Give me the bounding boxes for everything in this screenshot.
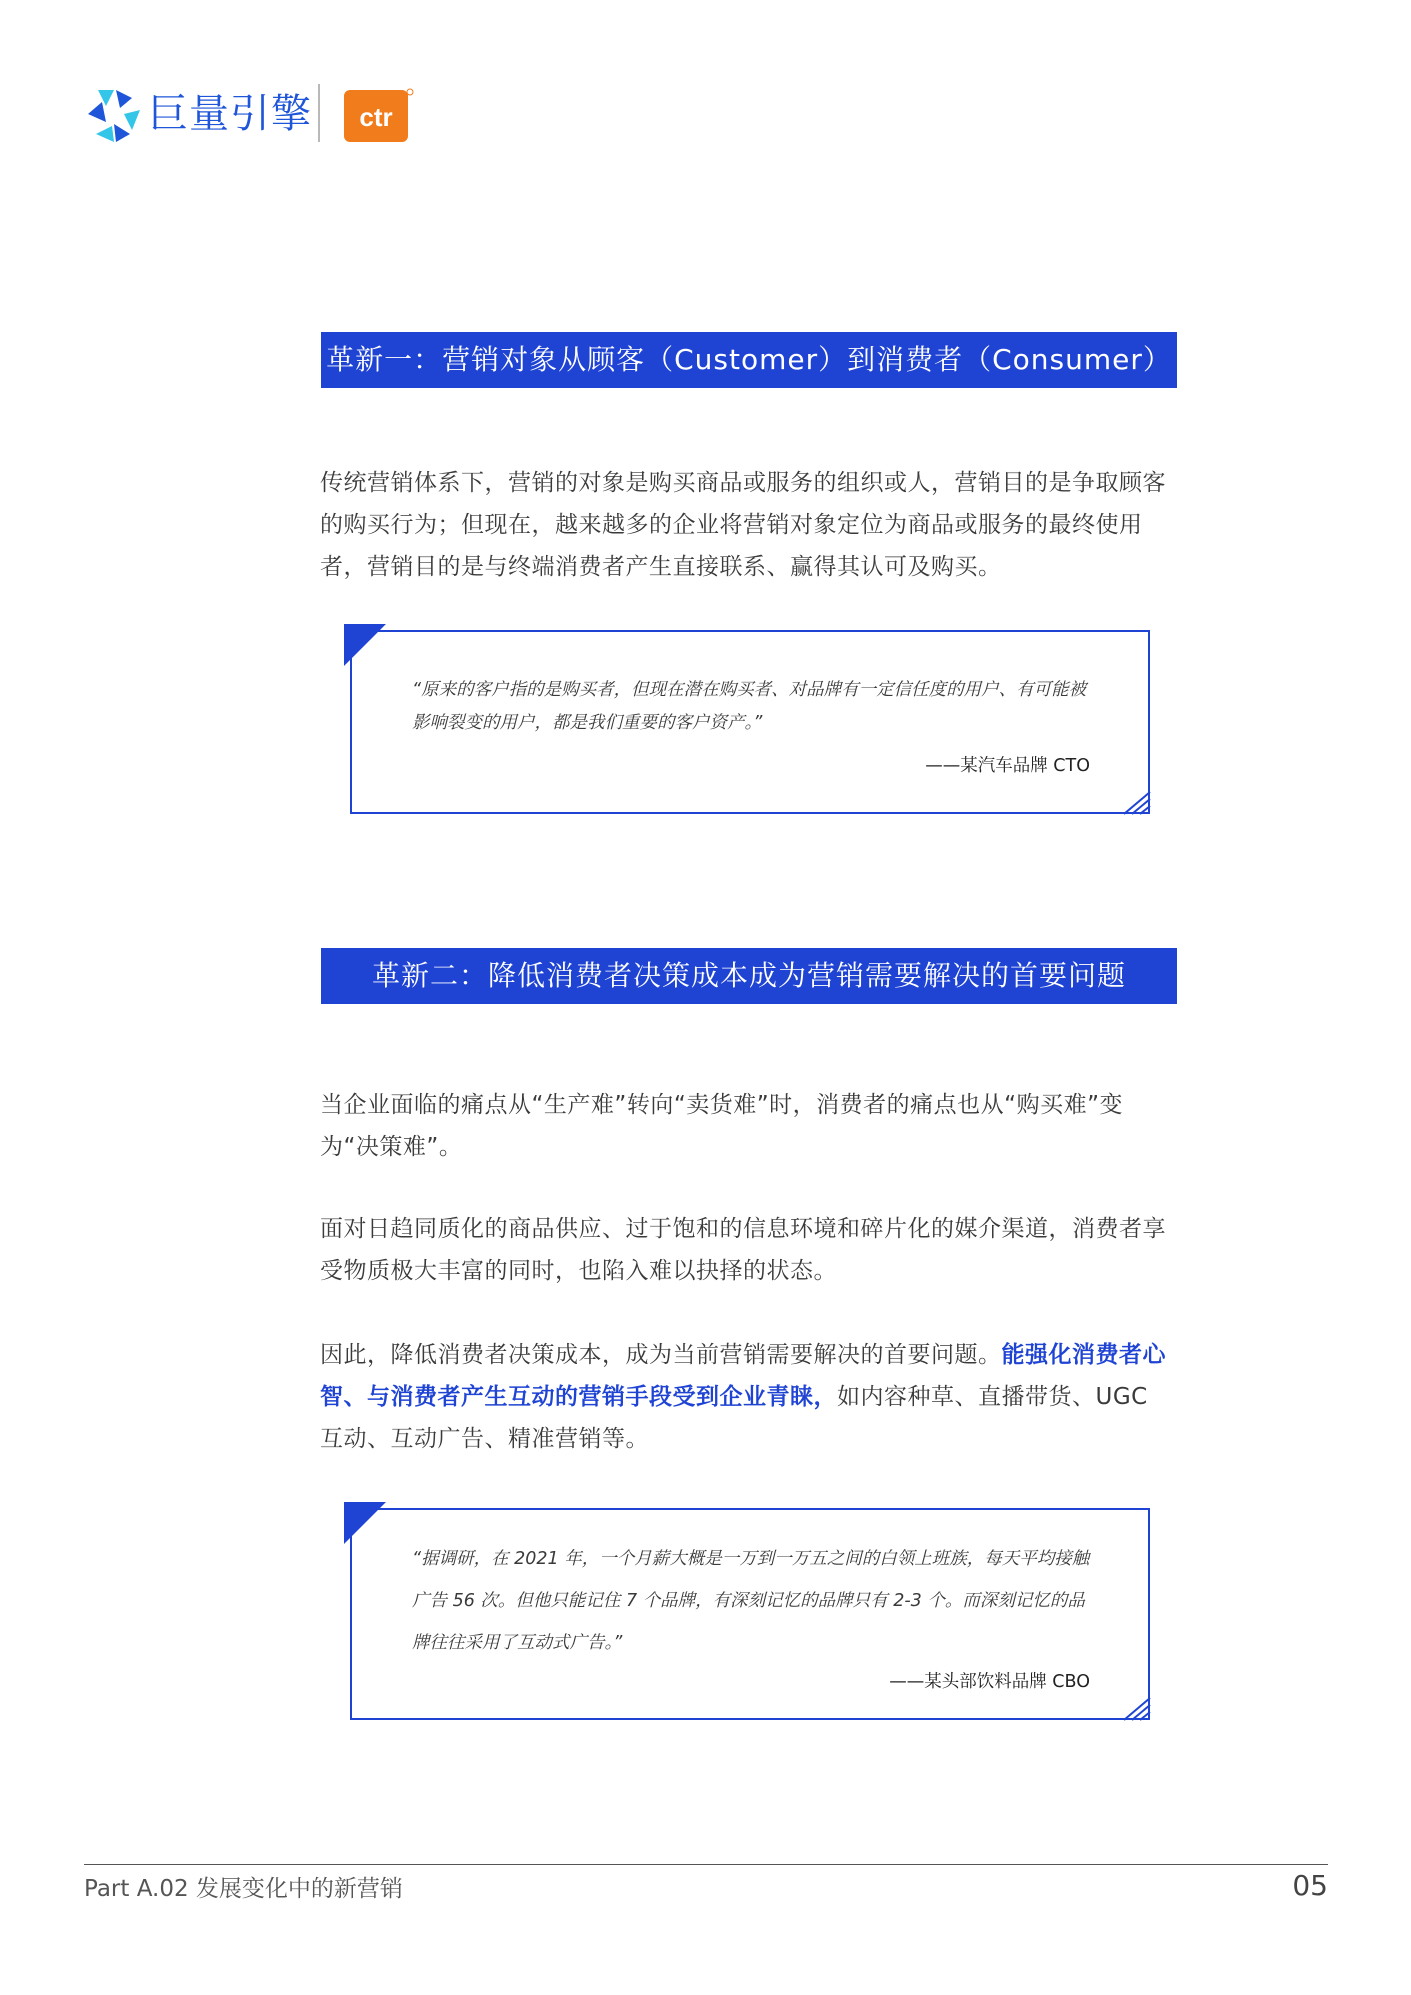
footer-section-label: Part A.02 发展变化中的新营销 (84, 1876, 403, 1902)
section2-quote-box (350, 1508, 1150, 1720)
section1-quote-text: “原来的客户指的是购买者，但现在潜在购买者、对品牌有一定信任度的用户、有可能被影响裂变的用户，都是我们重要的客户资产。” (412, 680, 1087, 733)
quote-corner-icon (344, 624, 386, 666)
section2-paragraph-1: 当企业面临的痛点从“生产难”转向“卖货难”时，消费者的痛点也从“购买难”变为“决策难”。 (320, 1092, 1123, 1160)
quote-stripes-icon (1118, 1692, 1152, 1722)
ctr-logo-icon (344, 86, 414, 144)
section2-paragraph-3 (320, 1334, 1178, 1460)
section1-title-banner: 革新一：营销对象从顾客（Customer）到消费者（Consumer） (321, 332, 1177, 388)
section1-quote-box (350, 630, 1150, 814)
section1-paragraph: 传统营销体系下，营销的对象是购买商品或服务的组织或人，营销目的是争取顾客的购买行为；但现在，越来越多的企业将营销对象定位为商品或服务的最终使用者，营销目的是与终端消费者产生直接联系、赢得其认可及购买。 (320, 470, 1166, 580)
section2-paragraph-2: 面对日趋同质化的商品供应、过于饱和的信息环境和碎片化的媒介渠道，消费者享受物质极大丰富的同时，也陷入难以抉择的状态。 (320, 1216, 1166, 1284)
paragraph3-prefix: 因此，降低消费者决策成本，成为当前营销需要解决的首要问题。 (320, 1342, 1002, 1368)
section2-quote-text: “据调研，在 2021 年，一个月薪大概是一万到一万五之间的白领上班族，每天平均接触广告 56 次。但他只能记住 7 个品牌，有深刻记忆的品牌只有 2-3 个。而深刻记忆的品牌往往采用了互动式广告。” (412, 1549, 1090, 1653)
paragraph3-highlight: 能强化消费者心智、与消费者产生互动的营销手段受到企业青睐， (320, 1342, 1166, 1410)
footer-divider (84, 1864, 1328, 1865)
section2-quote-source: ——某头部饮料品牌 CBO (889, 1672, 1090, 1692)
logo-divider (318, 84, 320, 142)
page-number: 05 (1292, 1869, 1328, 1902)
paragraph3-suffix: 如内容种草、直播带货、UGC 互动、互动广告、精准营销等。 (320, 1384, 1148, 1452)
ctr-logo-text: ctr (359, 102, 393, 132)
brand-name: 巨量引擎 (148, 91, 312, 137)
juliang-logo-icon (84, 84, 144, 144)
section1-quote-source: ——某汽车品牌 CTO (925, 756, 1090, 776)
quote-corner-icon (344, 1502, 386, 1544)
section2-title-banner: 革新二：降低消费者决策成本成为营销需要解决的首要问题 (321, 948, 1177, 1004)
quote-stripes-icon (1118, 786, 1152, 816)
